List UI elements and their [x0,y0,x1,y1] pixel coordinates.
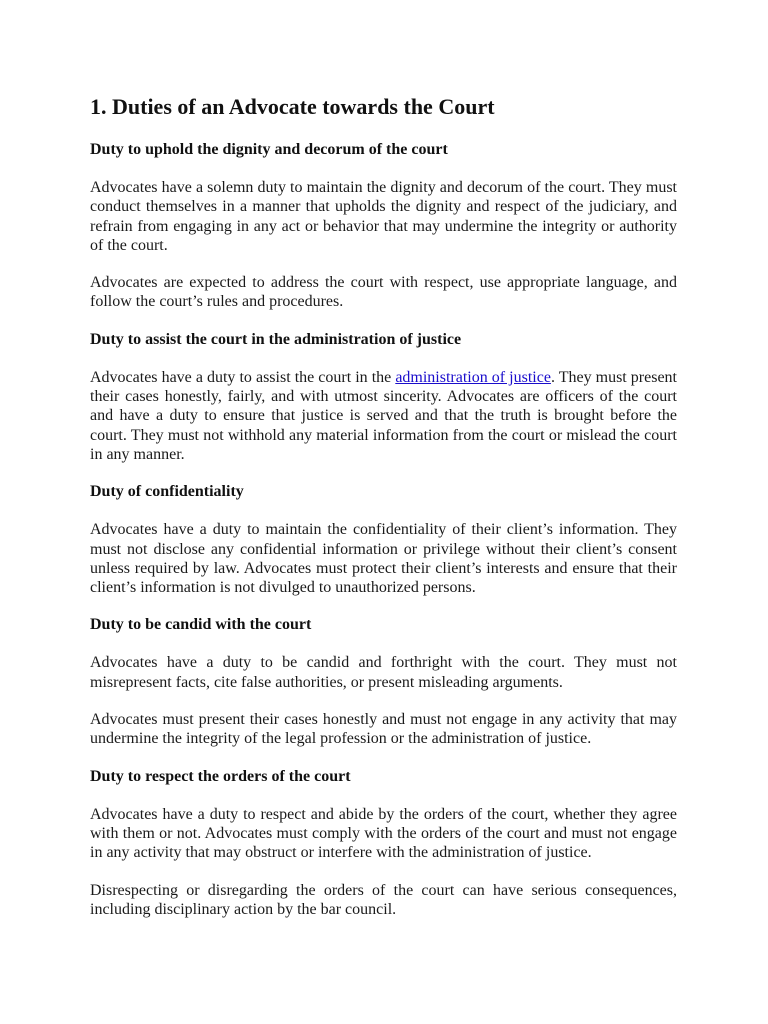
paragraph: Advocates are expected to address the court with respect, use appropriate language, and follow the court’s rules and procedures. [90,274,677,311]
section-heading-dignity: Duty to uphold the dignity and decorum of the court [90,141,448,158]
paragraph-text: . They must present their cases honestly, fairly, and with utmost sincerity. Advocates are officers of the court and have a duty to ensure that justice is served and that the truth is brought before the court. They must not withhold any material information from the court or mislead the court in any manner. [90,368,677,463]
paragraph: Advocates have a duty to maintain the confidentiality of their client’s information. They must not disclose any confidential information or privilege without their client’s consent unless required by law. Advocates must protect their client’s interests and ensure that their client’s information is not divulged to unauthorized persons. [90,521,677,597]
paragraph: Advocates have a duty to respect and abide by the orders of the court, whether they agree with them or not. Advocates must comply with the orders of the court and must not engage in any activity that may obstruct or interfere with the administration of justice. [90,805,677,862]
paragraph: Advocates have a duty to be candid and forthright with the court. They must not misrepresent facts, cite false authorities, or present misleading arguments. [90,654,677,691]
paragraph: Disrespecting or disregarding the orders of the court can have serious consequences, including disciplinary action by the bar council. [90,881,677,918]
section-heading-assist: Duty to assist the court in the administration of justice [90,330,462,348]
paragraph: Advocates must present their cases honestly and must not engage in any activity that may undermine the integrity of the legal profession or the administration of justice. [90,711,677,748]
paragraph [90,368,677,464]
document-page [90,92,677,937]
section-heading-orders: Duty to respect the orders of the court [90,767,351,785]
page-title: 1. Duties of an Advocate towards the Court [90,94,495,119]
paragraph-text: Advocates have a duty to assist the court in the [90,368,396,386]
section-heading-candid: Duty to be candid with the court [90,616,312,634]
administration-of-justice-link[interactable]: administration of justice [395,368,551,386]
paragraph: Advocates have a solemn duty to maintain the dignity and decorum of the court. They must conduct themselves in a manner that upholds the dignity and respect of the judiciary, and refrain from engaging in any act or behavior that may undermine the integrity or authority of the court. [90,179,677,254]
section-heading-confidentiality: Duty of confidentiality [90,483,244,501]
